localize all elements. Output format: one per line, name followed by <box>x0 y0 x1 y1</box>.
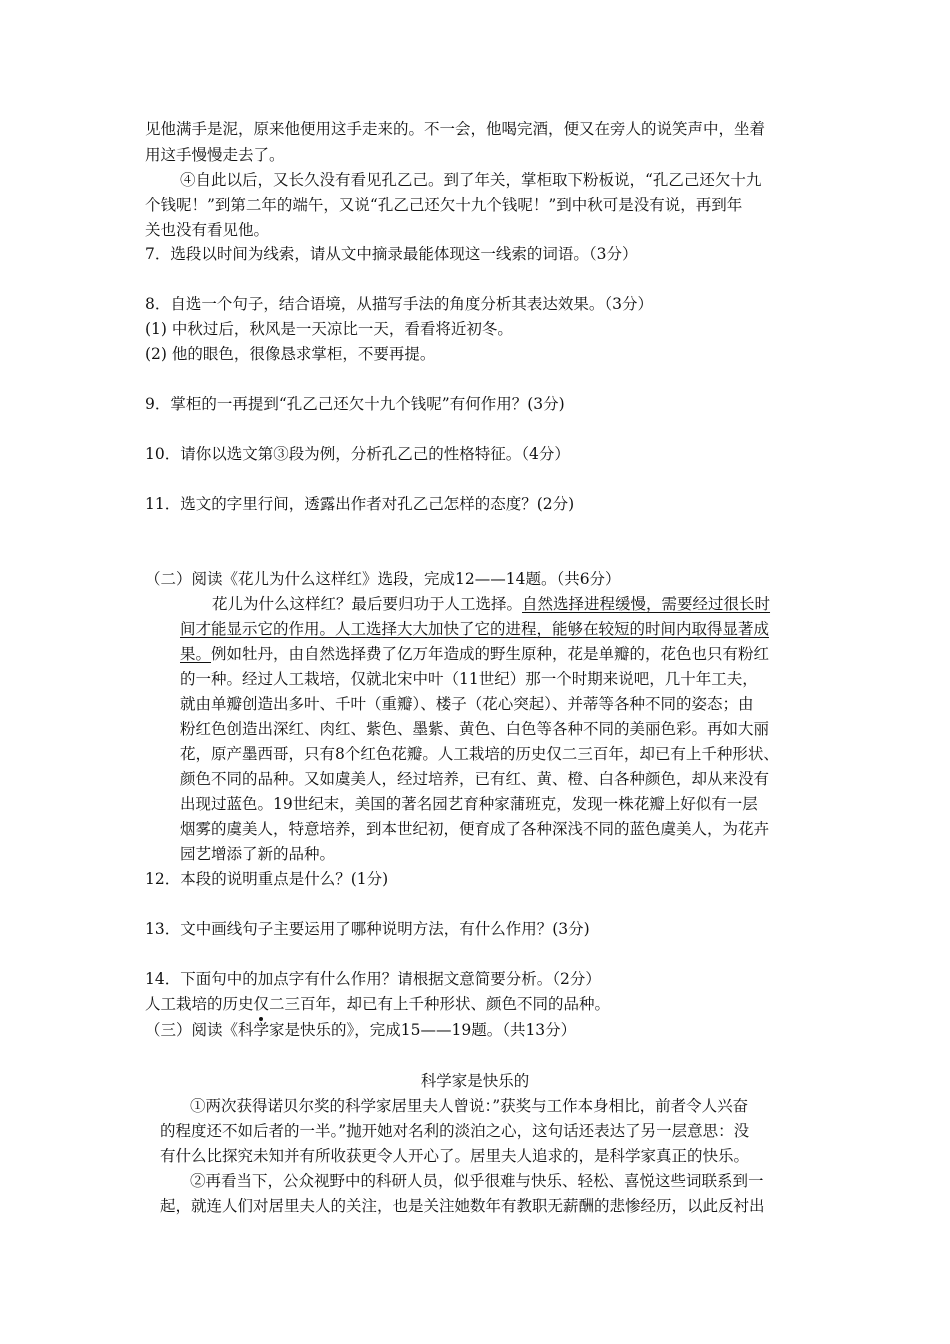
passage1-line: 用这手慢慢走去了。 <box>145 146 285 164</box>
section2-line <box>180 616 769 642</box>
question-8-option-1: (1) 中秋过后，秋风是一天凉比一天，看看将近初冬。 <box>145 320 513 338</box>
underlined-sentence: 间才能显示它的作用。人工选择大大加快了它的进程，能够在较短的时间内取得显著成 <box>180 620 770 638</box>
underlined-sentence: 果。 <box>180 645 212 663</box>
passage1-line: ④自此以后，又长久没有看见孔乙己。到了年关，掌柜取下粉板说，“孔乙己还欠十九 <box>180 171 762 189</box>
question-11: 11．选文的字里行间，透露出作者对孔乙己怎样的态度？(2分) <box>145 495 575 513</box>
sentence-text: 二三百年，却已有上千种形状、颜色不同的品种。 <box>269 995 611 1013</box>
passage1-line: 个钱呢！”到第二年的端午，又说“孔乙己还欠十九个钱呢！”到中秋可是没有说，再到年 <box>145 196 743 214</box>
question-14: 14．下面句中的加点字有什么作用？请根据文意简要分析。（2分） <box>145 970 601 988</box>
section3-header: （三）阅读《科学家是快乐的》，完成15——19题。（共13分） <box>145 1021 577 1039</box>
section2-line: 粉红色创造出深红、肉红、紫色、墨紫、黄色、白色等各种不同的美丽色彩。再如大丽 <box>180 720 770 738</box>
section2-line: 花，原产墨西哥，只有8个红色花瓣。人工栽培的历史仅二三百年，却已有上千种形状、 <box>180 745 779 763</box>
section2-line: 的一种。经过人工栽培，仅就北宋中叶（11世纪）那一个时期来说吧，几十年工夫， <box>180 670 758 688</box>
section3-line: 起，就连人们对居里夫人的关注，也是关注她数年有教职无薪酬的悲惨经历，以此反衬出 <box>160 1197 765 1215</box>
passage1-line: 关也没有看见他。 <box>145 221 270 239</box>
passage1-line: 见他满手是泥，原来他便用这手走来的。不一会，他喝完酒，便又在旁人的说笑声中，坐着 <box>145 120 766 138</box>
section2-header: （二）阅读《花儿为什么这样红》选段，完成12——14题。（共6分） <box>145 570 621 588</box>
underlined-sentence: 自然选择进程缓慢，需要经过很长时 <box>522 595 771 613</box>
section3-line: ①两次获得诺贝尔奖的科学家居里夫人曾说：”获奖与工作本身相比，前者令人兴奋 <box>190 1097 749 1115</box>
section2-line: 烟雾的虞美人，特意培养，到本世纪初，便育成了各种深浅不同的蓝色虞美人，为花卉 <box>180 820 770 838</box>
sentence-text: 人工栽培的历史 <box>145 995 254 1013</box>
article-title: 科学家是快乐的 <box>420 1072 530 1090</box>
section3-line: 的程度还不如后者的一半。”抛开她对名利的淡泊之心，这句话还表达了另一层意思：没 <box>160 1122 750 1140</box>
dotted-character: 仅 <box>254 991 270 1017</box>
section3-line: 有什么比探究未知并有所收获更令人开心了。居里夫人追求的，是科学家真正的快乐。 <box>160 1147 750 1165</box>
question-8-option-2: (2) 他的眼色，很像恳求掌柜，不要再提。 <box>145 345 436 363</box>
plain-text: 花儿为什么这样红？最后要归功于人工选择。 <box>212 595 523 613</box>
section2-line: 就由单瓣创造出多叶、千叶（重瓣）、楼子（花心突起）、并蒂等各种不同的姿态；由 <box>180 695 754 713</box>
plain-text: 例如牡丹，由自然选择费了亿万年造成的野生原种，花是单瓣的，花色也只有粉红 <box>211 645 770 663</box>
question-7: 7．选段以时间为线索，请从文中摘录最能体现这一线索的词语。（3分） <box>145 245 638 263</box>
question-8: 8．自选一个句子，结合语境，从描写手法的角度分析其表达效果。（3分） <box>145 295 653 313</box>
question-13: 13．文中画线句子主要运用了哪种说明方法，有什么作用？(3分) <box>145 920 590 938</box>
section2-line <box>180 641 769 667</box>
section2-line: 园艺增添了新的品种。 <box>180 845 336 863</box>
question-10: 10．请你以选文第③段为例，分析孔乙己的性格特征。（4分） <box>145 445 570 463</box>
section2-line: 出现过蓝色。19世纪末，美国的著名园艺育种家蒲班克，发现一株花瓣上好似有一层 <box>180 795 758 813</box>
section3-line: ②再看当下，公众视野中的科研人员，似乎很难与快乐、轻松、喜悦这些词联系到一 <box>190 1172 764 1190</box>
section2-line <box>212 591 770 617</box>
question-12: 12．本段的说明重点是什么？(1分) <box>145 870 389 888</box>
question-9: 9．掌柜的一再提到“孔乙己还欠十九个钱呢”有何作用？(3分) <box>145 395 565 413</box>
section2-line: 颜色不同的品种。又如虞美人，经过培养，已有红、黄、橙、白各种颜色，却从来没有 <box>180 770 770 788</box>
question-14-sentence <box>145 991 610 1017</box>
